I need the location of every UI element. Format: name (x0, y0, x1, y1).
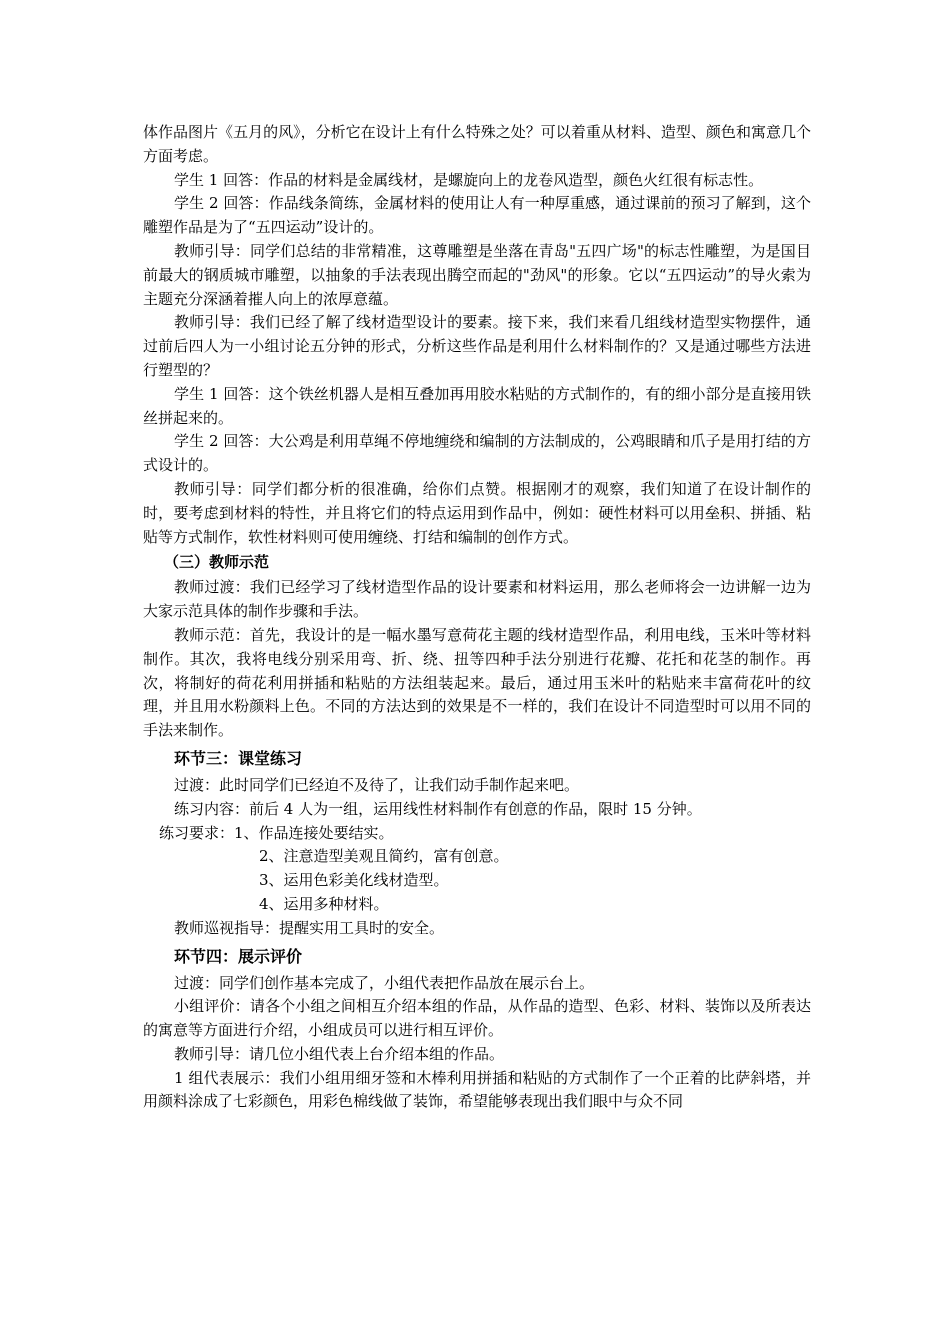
practice-requirement-2: 2、注意造型美观且简约，富有创意。 (259, 847, 509, 866)
paragraph-group-evaluation: 小组评价：请各个小组之间相互介绍本组的作品，从作品的造型、色彩、材料、装饰以及所表达的寓意等方面进行介绍，小组成员可以进行相互评价。 (143, 997, 811, 1040)
subheading-teacher-demo: （三）教师示范 (164, 553, 270, 572)
paragraph-teacher-guide: 教师引导：同学们都分析的很准确，给你们点赞。根据刚才的观察，我们知道了在设计制作的时，要考虑到材料的特性，并且将它们的特点运用到作品中，例如：硬性材料可以用垒积、拼插、粘贴等方式制作，软性材料则可使用缠绕、打结和编制的创作方式。 (143, 479, 811, 546)
practice-requirement-4: 4、运用多种材料。 (259, 894, 389, 913)
paragraph-teacher-guide: 教师引导：请几位小组代表上台介绍本组的作品。 (174, 1044, 505, 1063)
practice-requirement-1: 练习要求：1、作品连接处要结实。 (159, 823, 394, 842)
paragraph-transition: 过渡：同学们创作基本完成了，小组代表把作品放在展示台上。 (174, 973, 595, 992)
paragraph-teacher-patrol: 教师巡视指导：提醒实用工具时的安全。 (174, 918, 445, 937)
paragraph-transition: 过渡：此时同学们已经迫不及待了，让我们动手制作起来吧。 (174, 775, 580, 794)
paragraph-practice-content: 练习内容：前后 4 人为一组，运用线性材料制作有创意的作品，限时 15 分钟。 (174, 799, 702, 818)
paragraph-continuation: 体作品图片《五月的风》，分析它在设计上有什么特殊之处？可以着重从材料、造型、颜色和寓意几个方面考虑。 (143, 123, 811, 165)
document-body (143, 121, 811, 1114)
paragraph-student1-answer: 学生 1 回答：这个铁丝机器人是相互叠加再用胶水粘贴的方式制作的，有的细小部分是直接用铁丝拼起来的。 (143, 384, 811, 427)
paragraph-group1-display: 1 组代表展示：我们小组用细牙签和木棒利用拼插和粘贴的方式制作了一个正着的比萨斜塔，并用颜料涂成了七彩颜色，用彩色棉线做了装饰，希望能够表现出我们眼中与众不同 (143, 1068, 811, 1111)
practice-requirement-3: 3、运用色彩美化线材造型。 (259, 871, 449, 890)
paragraph-student2-answer: 学生 2 回答：大公鸡是利用草绳不停地缠绕和编制的方法制成的，公鸡眼睛和爪子是用打结的方式设计的。 (143, 432, 811, 475)
section-heading-display-evaluation: 环节四：展示评价 (174, 946, 303, 966)
paragraph-teacher-transition: 教师过渡：我们已经学习了线材造型作品的设计要素和材料运用，那么老师将会一边讲解一边为大家示范具体的制作步骤和手法。 (143, 578, 811, 621)
paragraph-student1-answer: 学生 1 回答：作品的材料是金属线材，是螺旋向上的龙卷风造型，颜色火红很有标志性。 (174, 170, 764, 189)
paragraph-student2-answer: 学生 2 回答：作品线条简练，金属材料的使用让人有一种厚重感，通过课前的预习了解到，这个雕塑作品是为了“五四运动”设计的。 (143, 194, 811, 237)
section-heading-classroom-practice: 环节三：课堂练习 (174, 748, 303, 768)
paragraph-teacher-guide: 教师引导：我们已经了解了线材造型设计的要素。接下来，我们来看几组线材造型实物摆件，通过前后四人为一小组讨论五分钟的形式，分析这些作品是利用什么材料制作的？又是通过哪些方法进行塑型的？ (143, 313, 811, 379)
paragraph-teacher-demo: 教师示范：首先，我设计的是一幅水墨写意荷花主题的线材造型作品，利用电线，玉米叶等材料制作。其次，我将电线分别采用弯、折、绕、扭等四种手法分别进行花瓣、花托和花茎的制作。再次，将制好的荷花利用拼插和粘贴的方法组装起来。最后，通过用玉米叶的粘贴来丰富荷花叶的纹理，并且用水粉颜料上色。不同的方法达到的效果是不一样的，我们在设计不同造型时可以用不同的手法来制作。 (143, 625, 811, 740)
paragraph-teacher-guide: 教师引导：同学们总结的非常精准，这尊雕塑是坐落在青岛"五四广场"的标志性雕塑，为是国目前最大的钢质城市雕塑，以抽象的手法表现出腾空而起的"劲风"的形象。它以“五四运动”的导火索为主题充分深涵着摧人向上的浓厚意蕴。 (143, 241, 811, 308)
